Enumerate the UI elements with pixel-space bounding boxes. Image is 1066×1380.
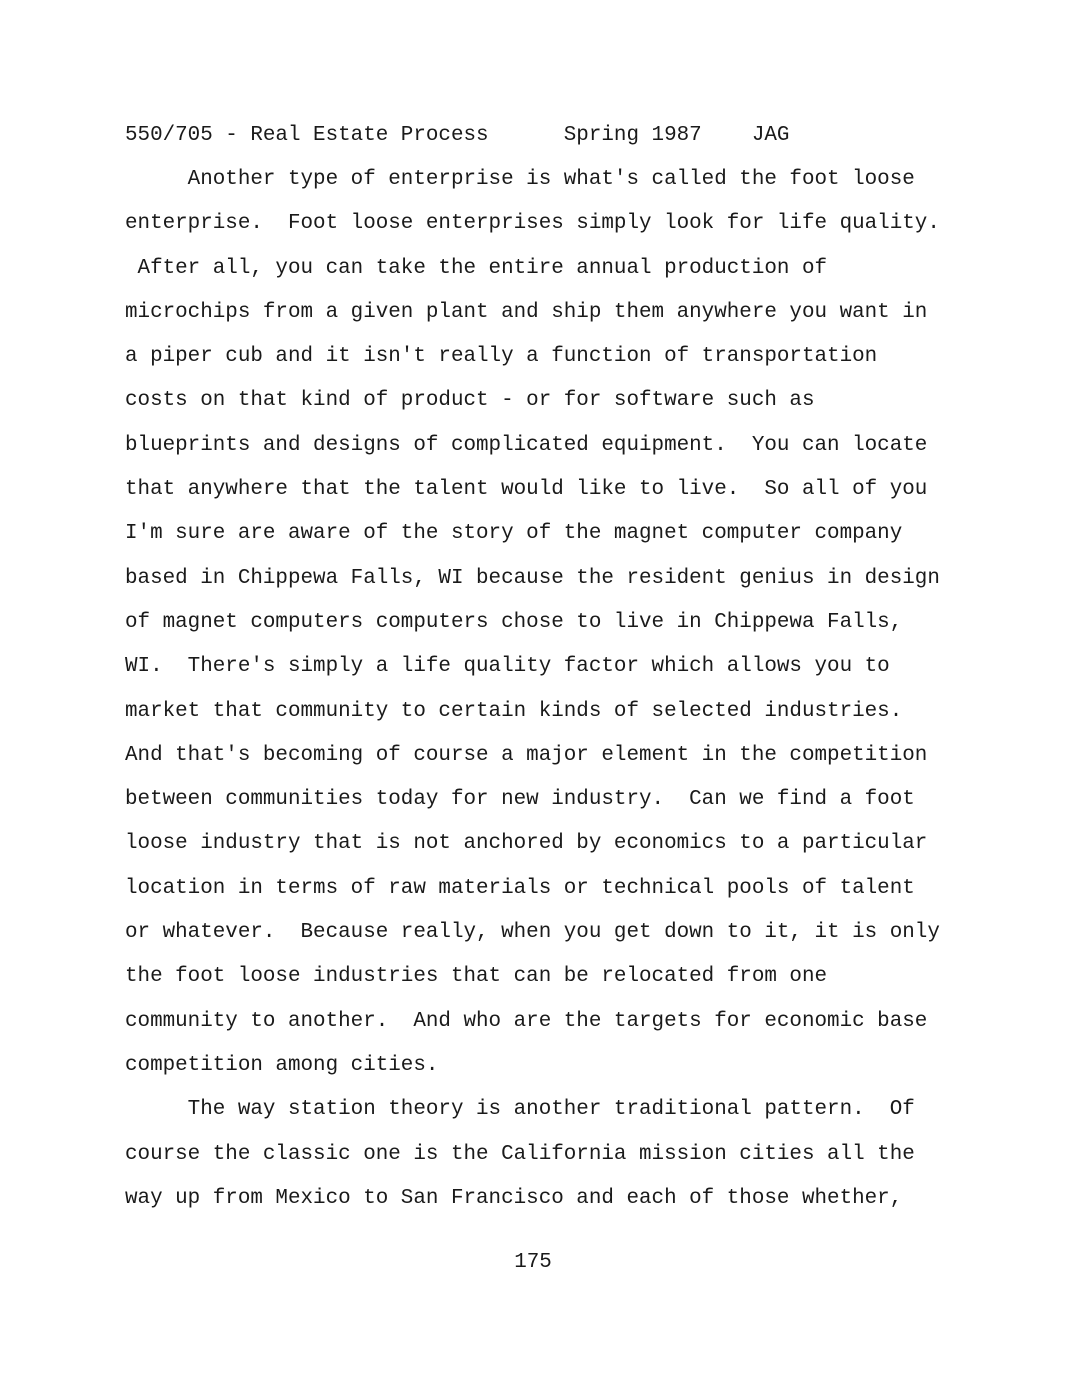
text-line: the foot loose industries that can be relocated from one xyxy=(125,965,828,989)
text-line: a piper cub and it isn't really a function of transportation xyxy=(125,345,878,369)
text-line: After all, you can take the entire annual production of xyxy=(125,256,828,280)
text-line: of magnet computers computers chose to live in Chippewa Falls, xyxy=(125,610,903,634)
text-line: that anywhere that the talent would like to live. So all of you xyxy=(125,478,928,502)
text-line: or whatever. Because really, when you get down to it, it is only xyxy=(125,921,940,945)
body-text xyxy=(125,166,955,1229)
page-header: 550/705 - Real Estate Process Spring 1987 JAG xyxy=(125,124,790,147)
text-line: loose industry that is not anchored by economics to a particular xyxy=(125,832,928,856)
text-line: competition among cities. xyxy=(125,1053,439,1077)
text-line: course the classic one is the California mission cities all the xyxy=(125,1142,915,1166)
text-line: based in Chippewa Falls, WI because the resident genius in design xyxy=(125,566,940,590)
page-number: 175 xyxy=(514,1251,552,1274)
text-line: And that's becoming of course a major element in the competition xyxy=(125,743,928,767)
text-line: I'm sure are aware of the story of the magnet computer company xyxy=(125,522,903,546)
text-line: The way station theory is another traditional pattern. Of xyxy=(125,1098,915,1122)
text-line: enterprise. Foot loose enterprises simply look for life quality. xyxy=(125,212,940,236)
text-line: Another type of enterprise is what's called the foot loose xyxy=(125,168,915,191)
text-line: costs on that kind of product - or for software such as xyxy=(125,389,815,413)
text-line: location in terms of raw materials or technical pools of talent xyxy=(125,876,915,900)
text-line: blueprints and designs of complicated equipment. You can locate xyxy=(125,433,928,457)
text-line: WI. There's simply a life quality factor which allows you to xyxy=(125,655,890,679)
text-line: community to another. And who are the targets for economic base xyxy=(125,1009,928,1033)
text-line: market that community to certain kinds of selected industries. xyxy=(125,699,903,723)
text-line: microchips from a given plant and ship them anywhere you want in xyxy=(125,300,928,324)
text-line: between communities today for new industry. Can we find a foot xyxy=(125,788,915,812)
text-line: way up from Mexico to San Francisco and each of those whether, xyxy=(125,1186,903,1210)
